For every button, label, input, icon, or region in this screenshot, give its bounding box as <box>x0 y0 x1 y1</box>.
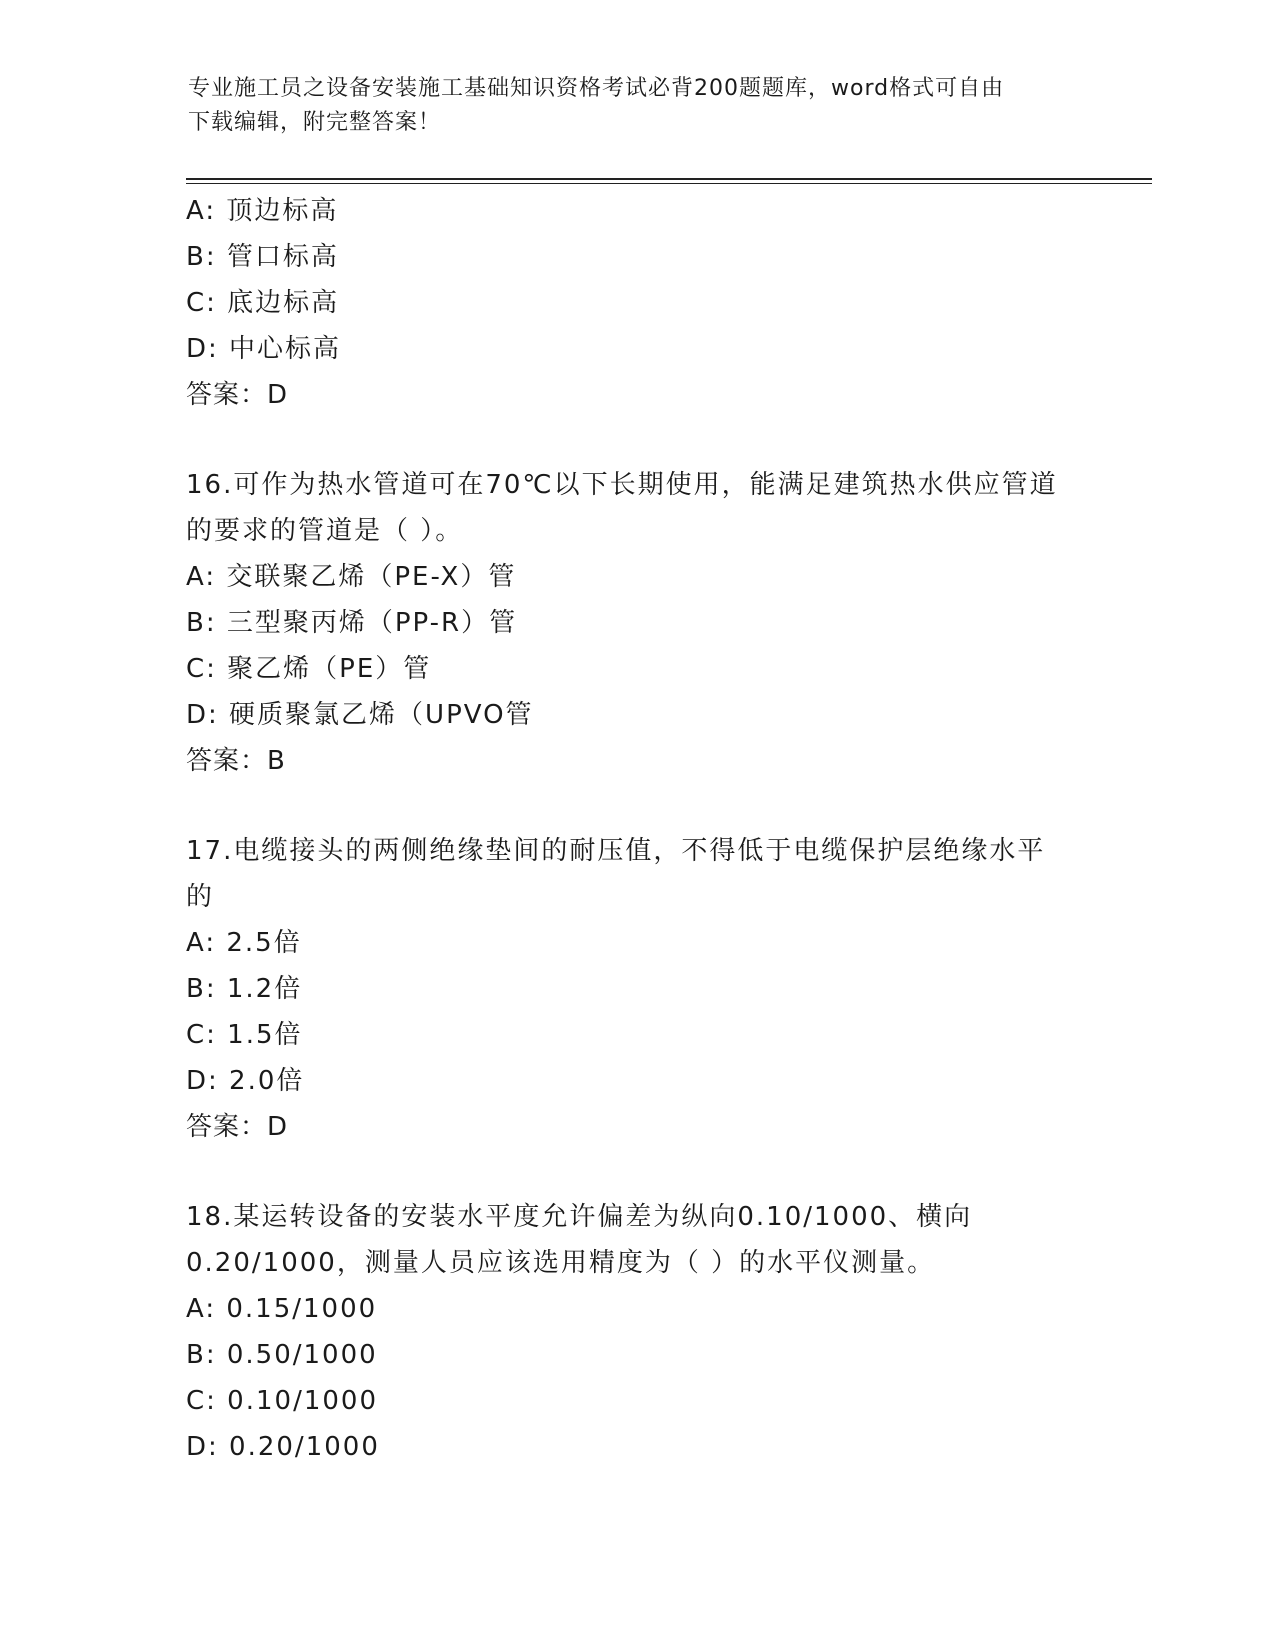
q15-answer: 答案：D <box>186 380 289 410</box>
q17-option-a: A: 2.5倍 <box>186 928 302 958</box>
q17-option-c: C: 1.5倍 <box>186 1020 303 1050</box>
q18-option-c: C: 0.10/1000 <box>186 1386 378 1416</box>
question-17 <box>186 828 1126 1150</box>
question-list <box>186 188 1126 1470</box>
q16-answer: 答案：B <box>186 746 286 776</box>
q16-option-d: D: 硬质聚氯乙烯（UPVO管 <box>186 700 534 730</box>
question-15 <box>186 188 1126 418</box>
q18-question-line-2: 0.20/1000，测量人员应该选用精度为（ ）的水平仪测量。 <box>186 1248 936 1278</box>
question-18 <box>186 1194 1126 1470</box>
q17-answer: 答案：D <box>186 1112 289 1142</box>
q16-question-line-1: 16.可作为热水管道可在70℃以下长期使用，能满足建筑热水供应管道 <box>186 470 1058 500</box>
header-line-2: 下载编辑，附完整答案！ <box>188 110 442 135</box>
spacer <box>186 418 1126 462</box>
q17-question-line-2: 的 <box>186 882 215 912</box>
q16-option-c: C: 聚乙烯（PE）管 <box>186 654 432 684</box>
spacer <box>186 1150 1126 1194</box>
q15-option-a: A: 顶边标高 <box>186 196 339 226</box>
q15-option-b: B: 管口标高 <box>186 242 339 272</box>
question-16 <box>186 462 1126 784</box>
q16-option-b: B: 三型聚丙烯（PP-R）管 <box>186 608 518 638</box>
q18-option-d: D: 0.20/1000 <box>186 1432 380 1462</box>
header-rule-thin <box>186 183 1152 184</box>
q16-option-a: A: 交联聚乙烯（PE-X）管 <box>186 562 517 592</box>
q18-option-b: B: 0.50/1000 <box>186 1340 378 1370</box>
q15-option-d: D: 中心标高 <box>186 334 342 364</box>
q16-question-line-2: 的要求的管道是（ ）。 <box>186 516 464 546</box>
q17-question-line-1: 17.电缆接头的两侧绝缘垫间的耐压值，不得低于电缆保护层绝缘水平 <box>186 836 1046 866</box>
header-line-1: 专业施工员之设备安装施工基础知识资格考试必背200题题库，word格式可自由 <box>188 76 1005 101</box>
spacer <box>186 784 1126 828</box>
q18-question-line-1: 18.某运转设备的安装水平度允许偏差为纵向0.10/1000、横向 <box>186 1202 973 1232</box>
document-header <box>188 72 1088 140</box>
q17-option-d: D: 2.0倍 <box>186 1066 305 1096</box>
header-rule-thick <box>186 178 1152 180</box>
q15-option-c: C: 底边标高 <box>186 288 340 318</box>
q17-option-b: B: 1.2倍 <box>186 974 303 1004</box>
q18-option-a: A: 0.15/1000 <box>186 1294 378 1324</box>
